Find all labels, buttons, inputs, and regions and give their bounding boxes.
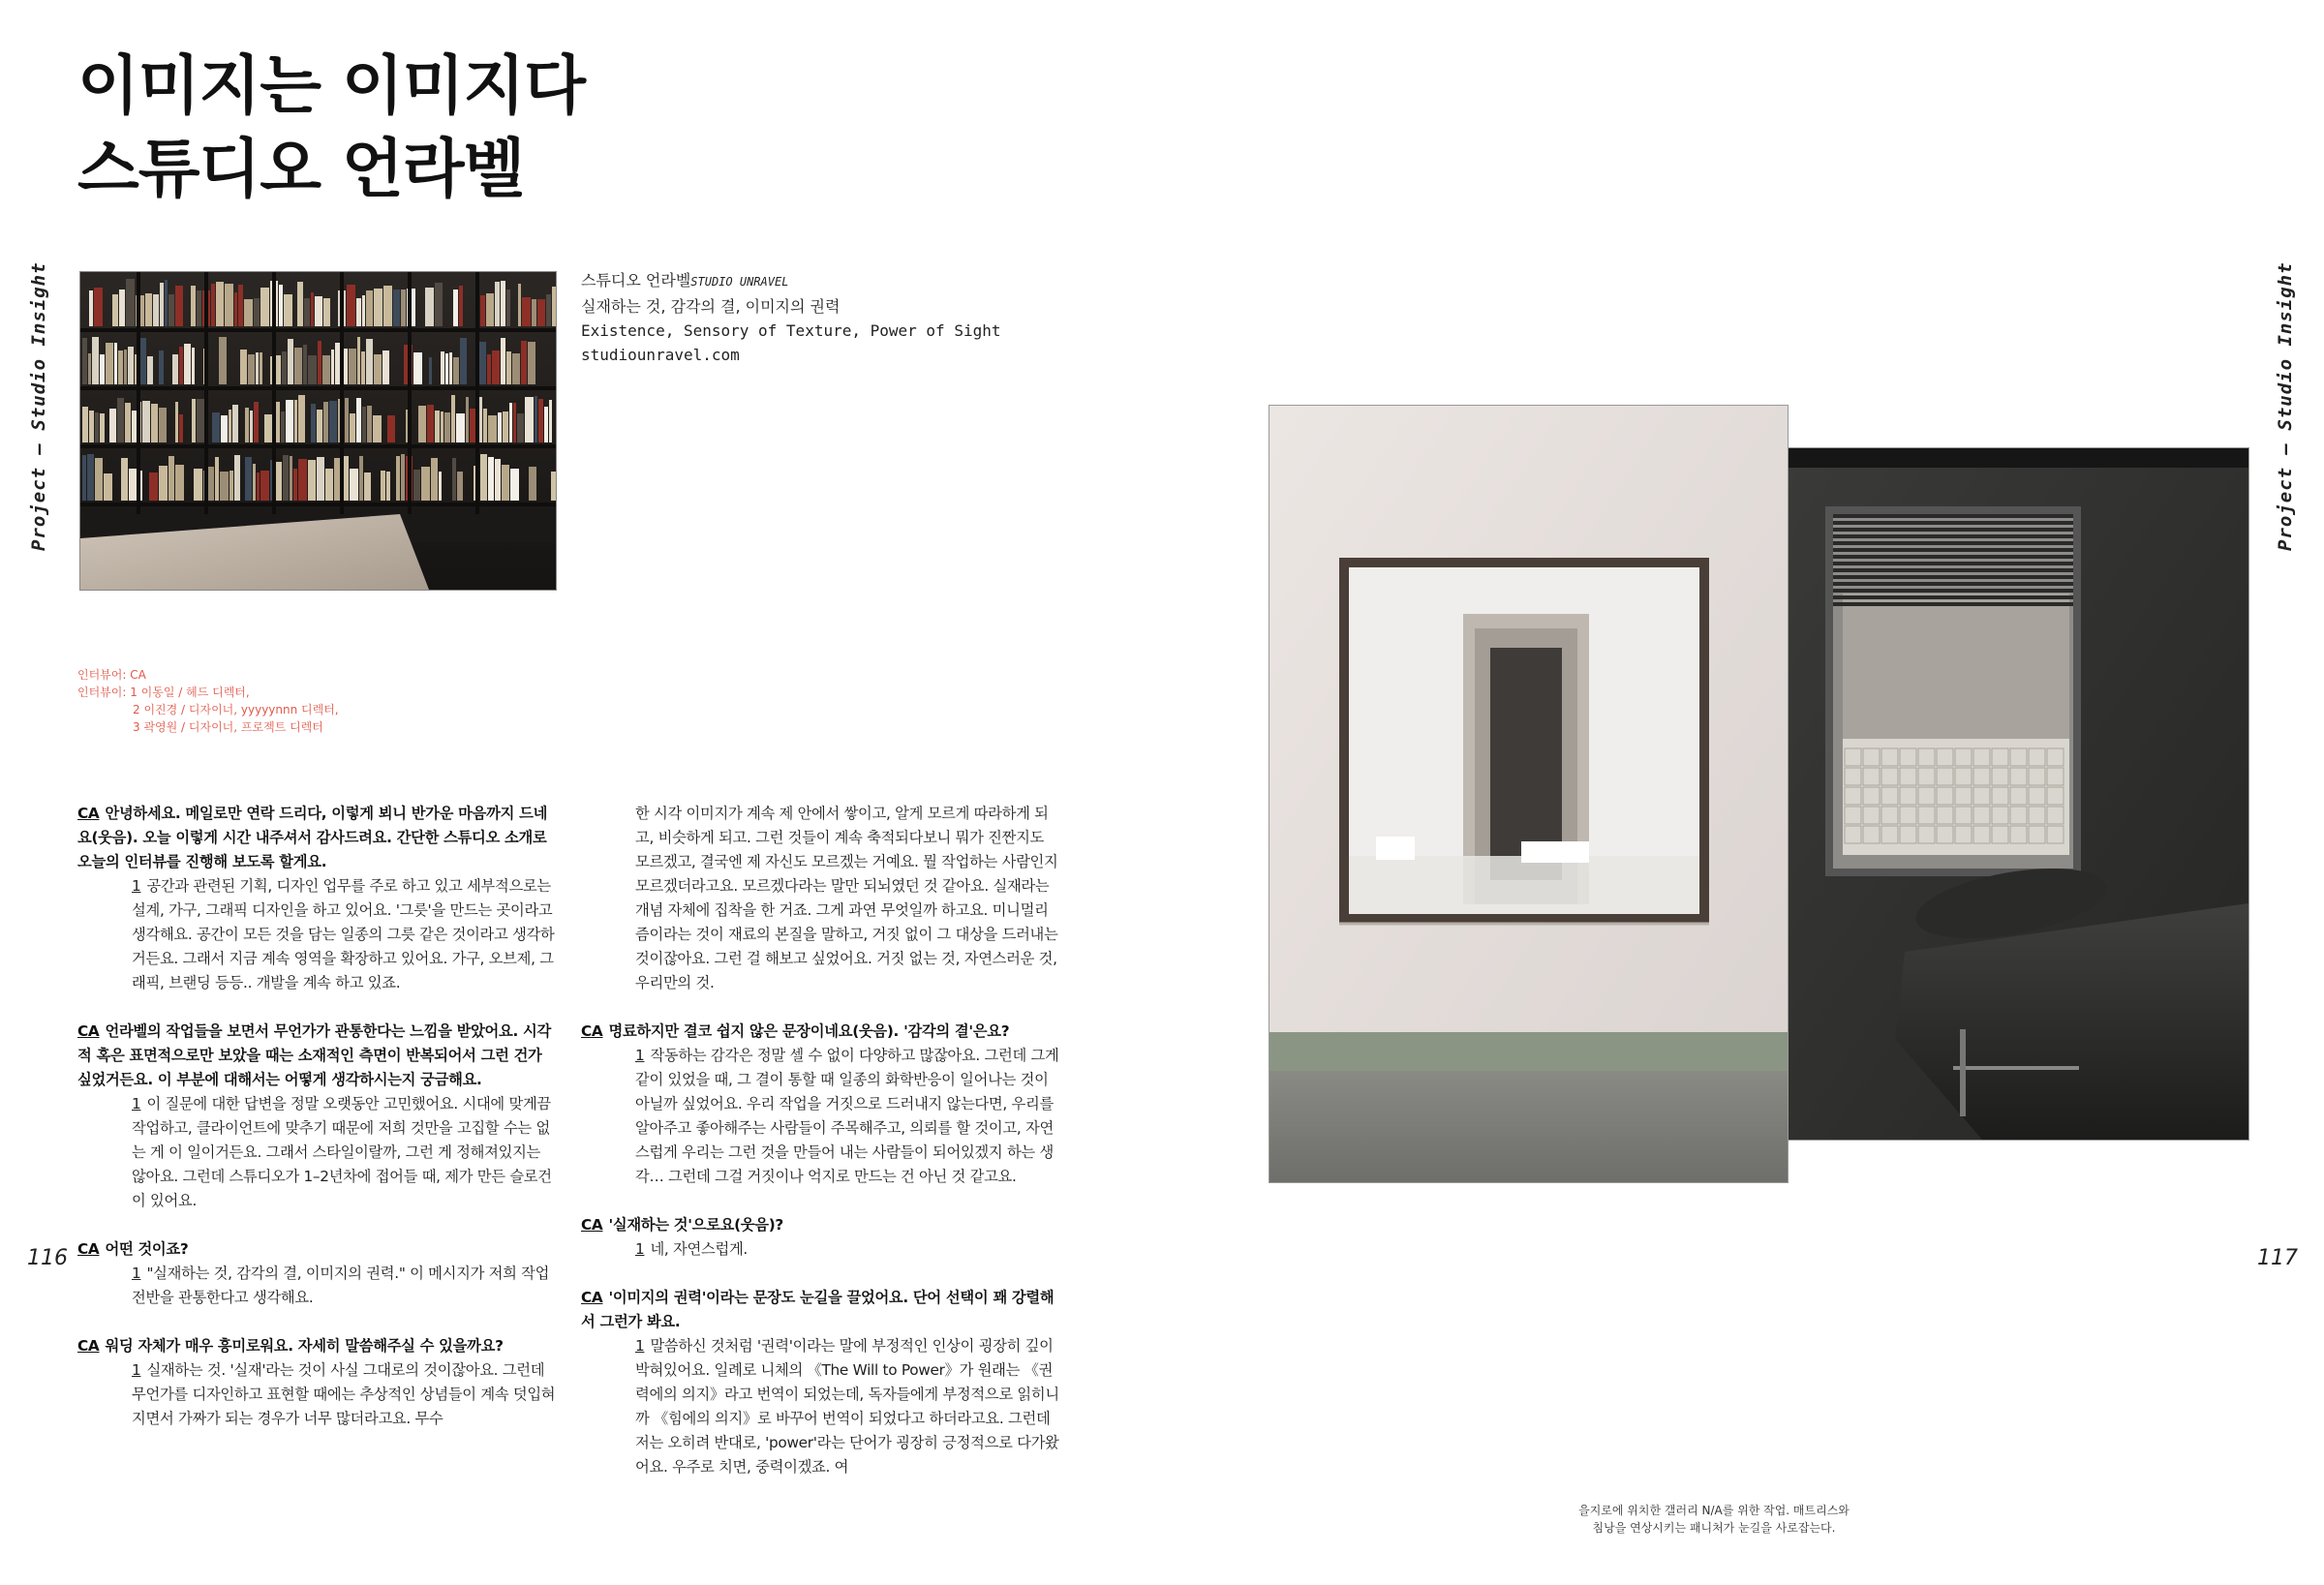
question-text: 언라벨의 작업들을 보면서 무언가가 관통한다는 느낌을 받았어요. 시각적 혹은 표면적으로만 보았을 때는 소재적인 측면이 반복되어서 그런 건가 싶었거든요. 이 부분에 대해서는 어떻게 생각하시는지 궁금해요. [77, 1022, 551, 1088]
question-tag: CA [77, 1240, 100, 1258]
answer-text: 네, 자연스럽게. [650, 1240, 748, 1258]
daybed-room-photo [1788, 447, 2249, 1141]
question [77, 802, 557, 874]
question-text: 안녕하세요. 메일로만 연락 드리다, 이렇게 뵈니 반가운 마음까지 드네요(웃음). 오늘 이렇게 시간 내주셔서 감사드려요. 간단한 스튜디오 소개로 오늘의 인터뷰를 진행해 보도록 할게요. [77, 805, 548, 870]
question-tag: CA [581, 1216, 603, 1234]
interview-column-1 [77, 802, 557, 1431]
question-tag: CA [581, 1022, 603, 1040]
studio-tagline-en: Existence, Sensory of Texture, Power of Sight [581, 321, 1001, 340]
answer-text: 한 시각 이미지가 계속 제 안에서 쌓이고, 알게 모르게 따라하게 되고, 비슷하게 되고. 그런 것들이 계속 축적되다보니 뭐가 진짠지도 모르겠고, 결국엔 제 자신도 모르겠는 거예요. 뭘 작업하는 사람인지 모르겠더라고요. 모르겠다라는 말만 되뇌였던 것 같아요. 실재라는 개념 자체에 집착을 한 거죠. 그게 과연 무엇일까 하고요. 미니멀리즘이라는 것이 재료의 본질을 말하고, 거짓 없이 그 대상을 드러내는 것이잖아요. 그런 걸 해보고 싶었어요. 거짓 없는 것, 자연스러운 것, 우리만의 것. [635, 805, 1058, 991]
question [581, 1020, 1061, 1044]
question-tag: CA [77, 1337, 100, 1355]
bookshelf-photo [79, 271, 557, 591]
qa-block [581, 802, 1061, 995]
side-label-right: Project — Studio Insight [2275, 261, 2296, 551]
answer [132, 874, 557, 995]
answer-speaker: 1 [132, 1361, 141, 1379]
answer-speaker: 1 [635, 1047, 645, 1064]
studio-name [581, 268, 1000, 294]
answer-text: 실재하는 것. '실재'라는 것이 사실 그대로의 것이잖아요. 그런데 무언가를 디자인하고 표현할 때에는 추상적인 상념들이 계속 덧입혀지면서 가짜가 되는 경우가 너무 많더라고요. 무수 [132, 1361, 556, 1427]
question [581, 1286, 1061, 1334]
studio-info [581, 268, 1000, 367]
qa-block [581, 1213, 1061, 1262]
page-number-right: 117 [2257, 1246, 2298, 1270]
credit-interviewer: 인터뷰어: CA [77, 668, 146, 682]
answer-speaker: 1 [132, 1265, 141, 1282]
answer-continued [635, 802, 1061, 995]
answer [132, 1092, 557, 1213]
gallery-wall-photo [1269, 405, 1789, 1183]
question [581, 1213, 1061, 1237]
answer-text: 공간과 관련된 기획, 디자인 업무를 주로 하고 있고 세부적으로는 설계, 가구, 그래픽 디자인을 하고 있어요. '그릇'을 만드는 곳이라고 생각해요. 공간이 모든 것을 담는 일종의 그릇 같은 것이라고 생각하거든요. 그래서 지금 계속 영역을 확장하고 있어요. 가구, 오브제, 그래픽, 브랜딩 등등.. 개발을 계속 하고 있죠. [132, 877, 555, 991]
question-text: '이미지의 권력'이라는 문장도 눈길을 끌었어요. 단어 선택이 꽤 강렬해서 그런가 봐요. [581, 1289, 1055, 1330]
page-number-left: 116 [27, 1246, 68, 1270]
interview-column-2 [581, 802, 1061, 1479]
answer [635, 1237, 1061, 1262]
answer-speaker: 1 [132, 877, 141, 895]
qa-block [77, 1237, 557, 1310]
interview-credits [77, 666, 339, 736]
answer-text: "실재하는 것, 감각의 결, 이미지의 권력." 이 메시지가 저희 작업 전반을 관통한다고 생각해요. [132, 1265, 550, 1306]
studio-name-kr: 스튜디오 언라벨 [581, 271, 691, 290]
question-text: '실재하는 것'으로요(웃음)? [608, 1216, 783, 1234]
studio-url[interactable]: studiounravel.com [581, 346, 740, 364]
question-text: 명료하지만 결코 쉽지 않은 문장이네요(웃음). '감각의 결'은요? [608, 1022, 1010, 1040]
qa-block [77, 1020, 557, 1213]
credit-interviewee-3: 3 곽영원 / 디자이너, 프로젝트 디렉터 [133, 720, 323, 734]
question-text: 워딩 자체가 매우 흥미로워요. 자세히 말씀해주실 수 있을까요? [105, 1337, 504, 1355]
answer-text: 말씀하신 것처럼 '권력'이라는 말에 부정적인 인상이 굉장히 깊이 박혀있어요. 일례로 니체의 《The Will to Power》가 원래는 《권력에의 의지》라고 번역이 되었는데, 독자들에게 부정적으로 읽히니까 《힘에의 의지》로 바꾸어 번역이 되었다고 하더라고요. 그런데 저는 오히려 반대로, 'power'라는 단어가 굉장히 긍정적으로 다가왔어요. 우주로 치면, 중력이겠죠. 여 [635, 1337, 1059, 1476]
question [77, 1020, 557, 1092]
question-tag: CA [77, 1022, 100, 1040]
question-tag: CA [581, 1289, 603, 1306]
answer [635, 1334, 1061, 1479]
page-title [77, 45, 585, 211]
question-text: 어떤 것이죠? [105, 1240, 189, 1258]
qa-block [581, 1020, 1061, 1189]
title-line-2: 스튜디오 언라벨 [77, 132, 525, 206]
answer-text: 작동하는 감각은 정말 셀 수 없이 다양하고 많잖아요. 그런데 그게 같이 있었을 때, 그 결이 통할 때 일종의 화학반응이 일어나는 것이 아닐까 싶었어요. 우리 작업을 거짓으로 드러내지 않는다면, 우리를 알아주고 좋아해주는 사람들이 주목해주고, 의뢰를 할 것이고, 자연스럽게 우리는 그런 것을 만들어 내는 사람들이 되어있겠지 하는 생각… 그런데 그걸 거짓이나 억지로 만드는 건 아닌 것 같고요. [635, 1047, 1059, 1185]
caption-line-2: 침낭을 연상시키는 패니처가 눈길을 사로잡는다. [1592, 1521, 1836, 1535]
qa-block [581, 1286, 1061, 1479]
answer-speaker: 1 [635, 1240, 645, 1258]
studio-tagline-kr: 실재하는 것, 감각의 결, 이미지의 권력 [581, 297, 841, 316]
answer-speaker: 1 [132, 1095, 141, 1113]
answer [132, 1358, 557, 1431]
answer-text: 이 질문에 대한 답변을 정말 오랫동안 고민했어요. 시대에 맞게끔 작업하고, 클라이언트에 맞추기 때문에 저희 것만을 고집할 수는 없는 게 이 일이거든요. 그래서 스타일이랄까, 그런 게 정해져있지는 않아요. 그런데 스튜디오가 1–2년차에 접어들 때, 제가 만든 슬로건이 있어요. [132, 1095, 552, 1209]
qa-block [77, 1334, 557, 1431]
caption-line-1: 을지로에 위치한 갤러리 N/A를 위한 작업. 매트리스와 [1578, 1504, 1850, 1517]
side-label-left: Project — Studio Insight [28, 261, 49, 551]
answer-speaker: 1 [635, 1337, 645, 1355]
title-line-1: 이미지는 이미지다 [77, 48, 586, 123]
answer [132, 1262, 557, 1310]
question [77, 1334, 557, 1358]
studio-name-en: STUDIO UNRAVEL [690, 275, 789, 289]
photo-caption [1511, 1502, 1917, 1537]
question [77, 1237, 557, 1262]
credit-interviewee-2: 2 이진경 / 디자이너, yyyyynnn 디렉터, [133, 703, 339, 716]
qa-block [77, 802, 557, 995]
credit-interviewee-1: 인터뷰이: 1 이동일 / 헤드 디렉터, [77, 686, 250, 699]
question-tag: CA [77, 805, 100, 822]
answer [635, 1044, 1061, 1189]
